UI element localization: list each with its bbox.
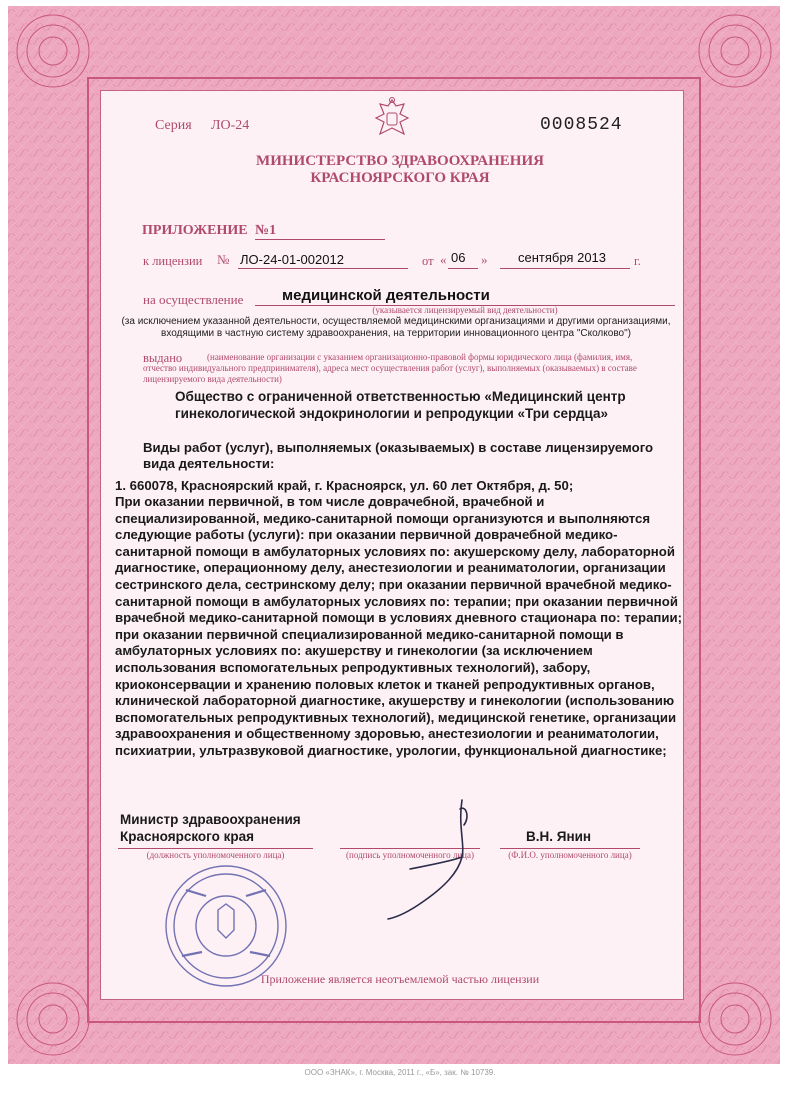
series-value: ЛО-24 <box>211 118 250 133</box>
organization-name-line2: гинекологической эндокринологии и репродукции «Три сердца» <box>175 406 609 421</box>
works-line: специализированной, медико-санитарной помощи организуются и выполняются <box>115 510 651 526</box>
activity-note-line2: входящими в частную систему здравоохранения, на территории инновационного центра "Сколково") <box>161 328 631 339</box>
activity-hint: (указывается лицензируемый вид деятельности) <box>372 305 558 315</box>
position-hint: (должность уполномоченного лица) <box>146 850 285 860</box>
license-prefix: к лицензии <box>143 254 203 268</box>
name-underline <box>500 848 640 849</box>
license-quote-close: » <box>481 252 488 267</box>
license-from-label: от <box>422 254 434 268</box>
works-line: санитарной помощи в амбулаторных условиях по: акушерскому делу, лабораторной <box>115 543 675 559</box>
license-month-underline <box>500 268 630 269</box>
name-hint: (Ф.И.О. уполномоченного лица) <box>508 850 632 860</box>
position-underline <box>118 848 313 849</box>
works-line: врачебной медико-санитарной помощи в условиях дневного стационара по: терапии; <box>115 610 682 626</box>
activity-value: медицинской деятельности <box>282 287 490 304</box>
license-number-underline <box>238 268 408 269</box>
license-year-suffix: г. <box>634 254 641 268</box>
works-line: здравоохранения и общественному здоровью, анестезиологии и реаниматологии, <box>115 726 659 742</box>
issued-hint-line2: отчество индивидуального предпринимателя), адреса мест осуществления работ (услуг), выполняемых (оказываемых) в составе <box>143 363 637 373</box>
activity-note-line1: (за исключением указанной деятельности, осуществляемой медицинскими организациями и другими организациями, <box>121 316 671 327</box>
works-line: криоконсервации и хранению половых клеток и тканей репродуктивных органов, <box>115 676 655 692</box>
works-heading-line1: Виды работ (услуг), выполняемых (оказываемых) в составе лицензируемого <box>143 440 654 455</box>
works-line: амбулаторных условиях по: акушерству и гинекологии (за исключением <box>115 643 593 659</box>
signer-position-line1: Министр здравоохранения <box>120 812 301 827</box>
works-line: следующие работы (услуги): при оказании первичной доврачебной медико- <box>115 527 618 543</box>
ministry-title-line1: МИНИСТЕРСТВО ЗДРАВООХРАНЕНИЯ <box>256 153 544 169</box>
series-label: Серия <box>155 118 192 133</box>
serial-number: 0008524 <box>540 115 623 135</box>
works-line: сестринского дела, сестринскому делу; при оказании первичной врачебной медико- <box>115 576 672 592</box>
activity-label: на осуществление <box>143 292 244 307</box>
issued-hint-line1: (наименование организации с указанием организационно-правовой формы юридического лица (фамилия, имя, <box>207 352 633 362</box>
works-heading-line2: вида деятельности: <box>143 456 275 471</box>
works-line: диагностике, операционному делу, анестезиологии и реаниматологии, организации <box>115 560 666 576</box>
signer-position-line2: Красноярского края <box>120 829 255 844</box>
works-line: психиатрии, ультразвуковой диагностике, урологии, функциональной диагностике; <box>115 742 667 758</box>
official-stamp <box>146 860 306 990</box>
works-line: При оказании первичной, в том числе доврачебной, врачебной и <box>115 494 545 509</box>
signature-hint: (подпись уполномоченного лица) <box>346 850 474 860</box>
coat-of-arms-icon <box>370 96 414 142</box>
license-no-sign: № <box>217 252 230 267</box>
issued-hint-line3: лицензируемого вида деятельности) <box>143 374 282 384</box>
ministry-title-line2: КРАСНОЯРСКОГО КРАЯ <box>310 170 490 186</box>
issued-label: выдано <box>143 351 183 365</box>
license-day: 06 <box>451 250 466 265</box>
appendix-number-underline <box>255 239 385 240</box>
organization-name-line1: Общество с ограниченной ответственностью «Медицинский центр <box>175 389 626 404</box>
handwritten-signature <box>340 795 490 925</box>
license-number: ЛО-24-01-002012 <box>240 252 344 267</box>
works-line: клинической лабораторной диагностике, акушерству и гинекологии (использованию <box>115 693 675 709</box>
license-day-underline <box>448 268 478 269</box>
works-list <box>115 494 685 760</box>
works-line: при оказании первичной специализированной медико-санитарной помощи в <box>115 626 624 642</box>
printer-imprint: ООО «ЗНАК», г. Москва, 2011 г., «Б», зак. № 10739. <box>304 1068 496 1077</box>
appendix-label: ПРИЛОЖЕНИЕ <box>142 223 248 238</box>
works-address: 1. 660078, Красноярский край, г. Красноярск, ул. 60 лет Октября, д. 50; <box>115 478 574 493</box>
works-line: санитарной помощи в амбулаторных условиях по: терапии; при оказании первичной <box>115 593 678 609</box>
appendix-note: Приложение является неотъемлемой частью лицензии <box>260 972 540 986</box>
license-quote-open: « <box>440 252 447 267</box>
works-line: использования вспомогательных репродуктивных технологий), забору, <box>115 659 591 675</box>
signer-name: В.Н. Янин <box>526 829 592 844</box>
works-line: вспомогательных репродуктивных технологий), медицинской генетике, организации <box>115 709 677 725</box>
appendix-number: №1 <box>255 223 277 238</box>
license-month-year: сентября 2013 <box>518 250 607 265</box>
